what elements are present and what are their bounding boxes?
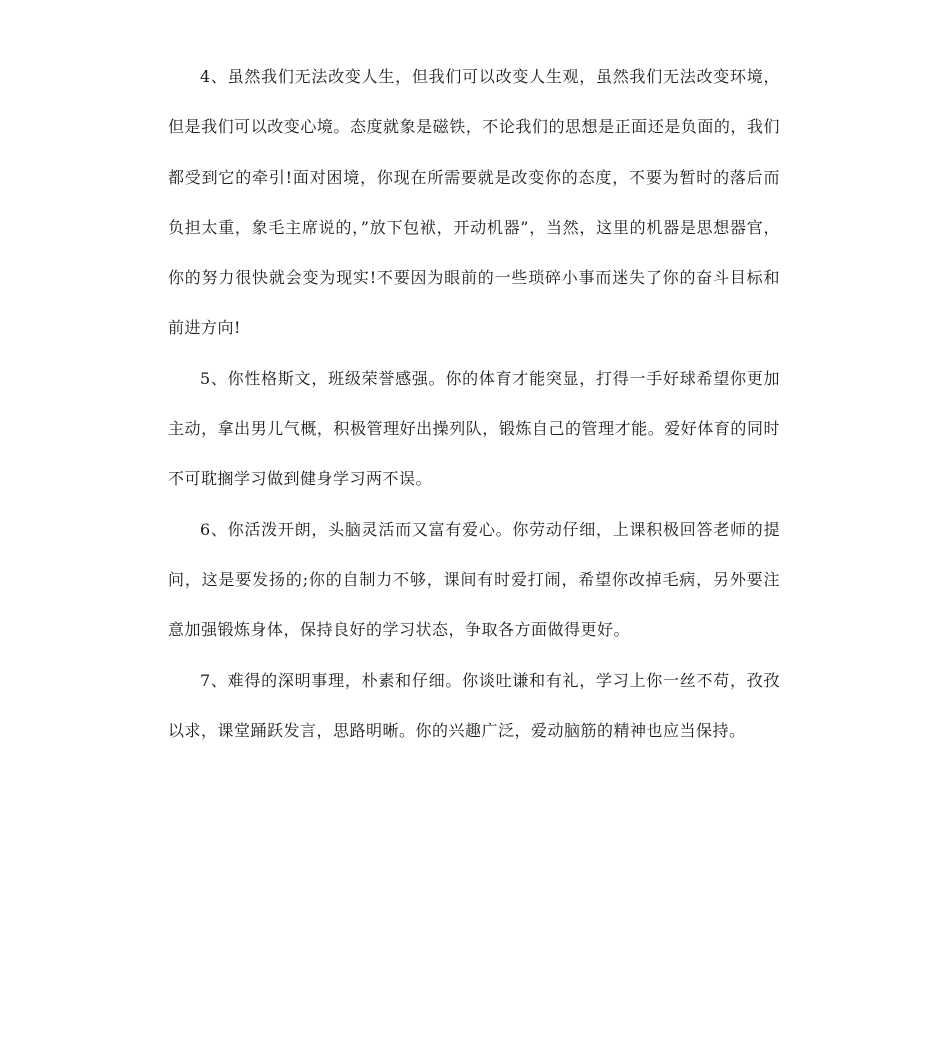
document-body — [168, 52, 780, 756]
paragraph-6: 6、你活泼开朗，头脑灵活而又富有爱心。你劳动仔细，上课积极回答老师的提问，这是要发扬的;你的自制力不够，课间有时爱打闹，希望你改掉毛病，另外要注意加强锻炼身体，保持良好的学习状态，争取各方面做得更好。 — [168, 519, 780, 640]
paragraph-4: 4、虽然我们无法改变人生，但我们可以改变人生观，虽然我们无法改变环境，但是我们可以改变心境。态度就象是磁铁，不论我们的思想是正面还是负面的，我们都受到它的牵引!面对困境，你现在所需要就是改变你的态度，不要为暂时的落后而负担太重，象毛主席说的，”放下包袱，开动机器”，当然，这里的机器是思想器官，你的努力很快就会变为现实!不要因为眼前的一些琐碎小事而迷失了你的奋斗目标和前进方向! — [168, 67, 780, 338]
paragraph-7: 7、难得的深明事理，朴素和仔细。你谈吐谦和有礼，学习上你一丝不苟，孜孜以求，课堂踊跃发言，思路明晰。你的兴趣广泛，爱动脑筋的精神也应当保持。 — [168, 670, 780, 740]
paragraph-5: 5、你性格斯文，班级荣誉感强。你的体育才能突显，打得一手好球希望你更加主动，拿出男儿气概，积极管理好出操列队，锻炼自己的管理才能。爱好体育的同时不可耽搁学习做到健身学习两不误。 — [168, 368, 780, 489]
